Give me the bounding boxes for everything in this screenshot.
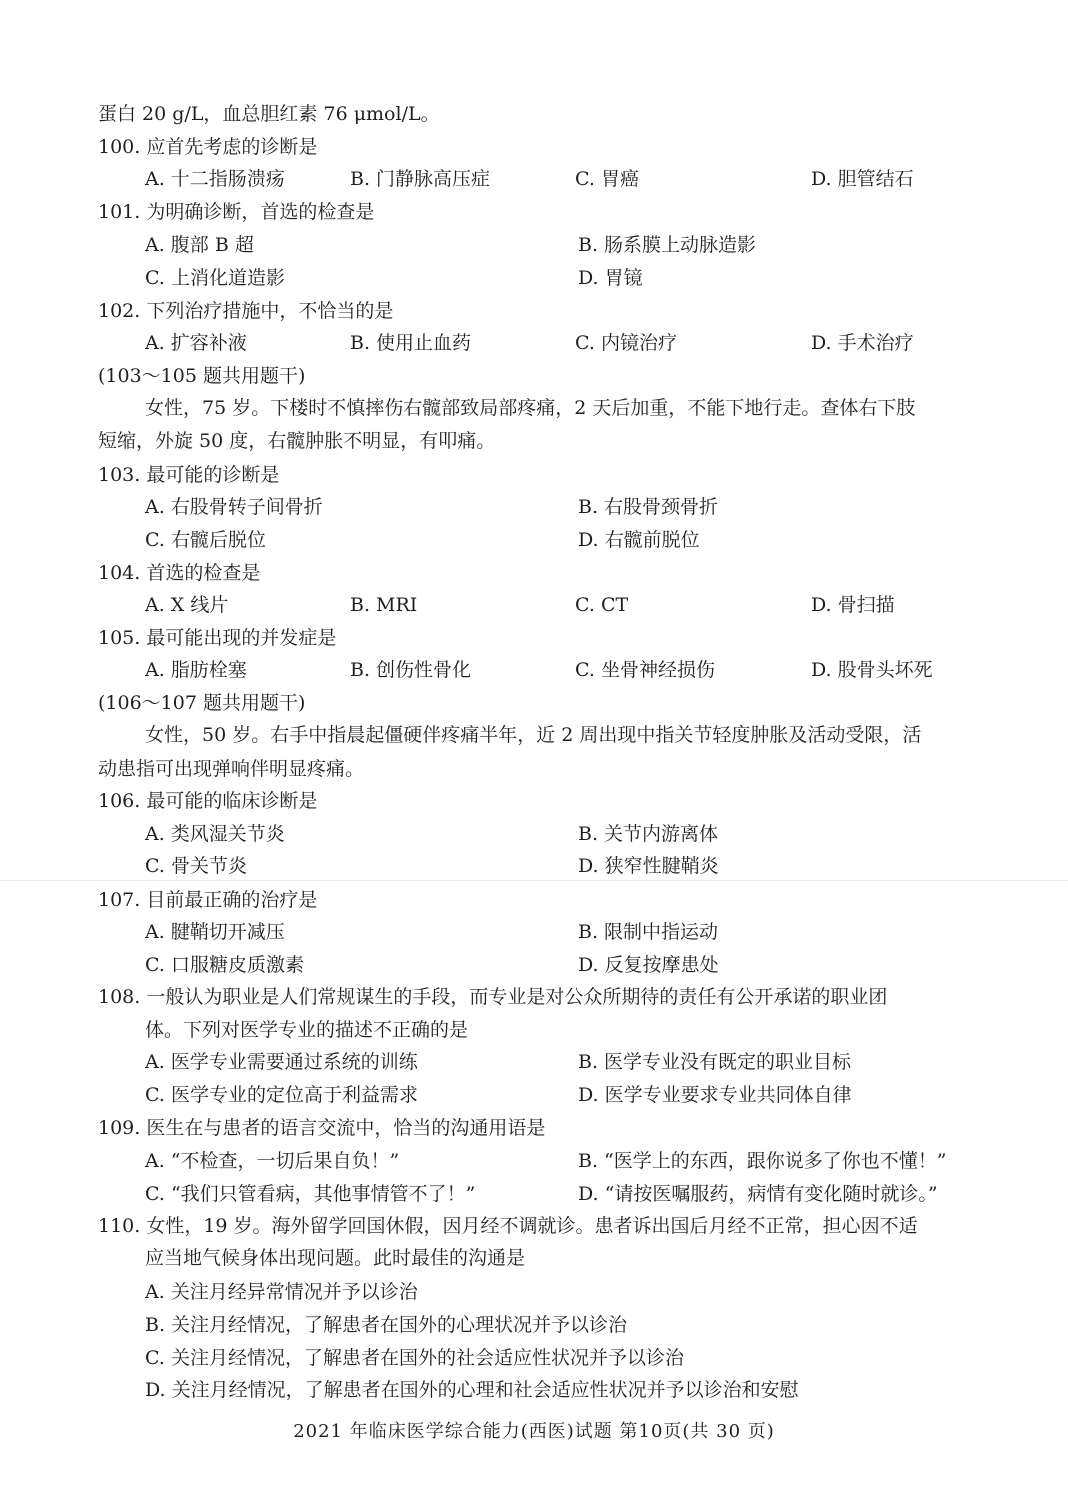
question-106-stem: 106. 最可能的临床诊断是 bbox=[98, 790, 318, 812]
question-103-options-row2 bbox=[98, 526, 1008, 556]
scan-artifact-line bbox=[0, 880, 1068, 881]
question-109-options-row1 bbox=[98, 1147, 1008, 1177]
question-108-options-row1 bbox=[98, 1048, 1008, 1078]
question-102-stem: 102. 下列治疗措施中，不恰当的是 bbox=[98, 300, 394, 322]
option-110-a-line bbox=[98, 1278, 1008, 1308]
option-109-c: C. “我们只管看病，其他事情管不了！” bbox=[145, 1183, 476, 1205]
question-103-stem: 103. 最可能的诊断是 bbox=[98, 464, 280, 486]
option-110-b-line bbox=[98, 1311, 1008, 1341]
option-110-d: D. 关注月经情况，了解患者在国外的心理和社会适应性状况并予以诊治和安慰 bbox=[145, 1379, 799, 1401]
option-102-b: B. 使用止血药 bbox=[350, 332, 472, 354]
option-104-d: D. 骨扫描 bbox=[811, 594, 895, 616]
question-109-stem: 109. 医生在与患者的语言交流中，恰当的沟通用语是 bbox=[98, 1117, 546, 1139]
option-102-d: D. 手术治疗 bbox=[811, 332, 914, 354]
option-107-a: A. 腱鞘切开减压 bbox=[145, 921, 285, 943]
option-109-b: B. “医学上的东西，跟你说多了你也不懂！” bbox=[578, 1150, 947, 1172]
question-110-stem-line2: 应当地气候身体出现问题。此时最佳的沟通是 bbox=[145, 1247, 526, 1269]
option-103-c: C. 右髋后脱位 bbox=[145, 529, 266, 551]
option-100-a: A. 十二指肠溃疡 bbox=[145, 168, 285, 190]
question-104-options bbox=[98, 591, 1008, 621]
group-103-105-case-line1: 女性，75 岁。下楼时不慎摔伤右髋部致局部疼痛，2 天后加重，不能下地行走。查体右下肢 bbox=[145, 397, 916, 419]
option-102-a: A. 扩容补液 bbox=[145, 332, 247, 354]
group-103-105-header: (103～105 题共用题干) bbox=[98, 365, 306, 387]
option-103-a: A. 右股骨转子间骨折 bbox=[145, 496, 323, 518]
question-106-options-row1 bbox=[98, 820, 1008, 850]
option-110-c-line bbox=[98, 1344, 1008, 1374]
option-110-b: B. 关注月经情况，了解患者在国外的心理状况并予以诊治 bbox=[145, 1314, 628, 1336]
question-100-options bbox=[98, 165, 1008, 195]
option-105-a: A. 脂肪栓塞 bbox=[145, 659, 247, 681]
question-102-options bbox=[98, 329, 1008, 359]
option-104-a: A. X 线片 bbox=[145, 594, 229, 616]
question-100-stem: 100. 应首先考虑的诊断是 bbox=[98, 136, 318, 158]
option-100-c: C. 胃癌 bbox=[575, 168, 639, 190]
option-106-c: C. 骨关节炎 bbox=[145, 855, 247, 877]
option-108-a: A. 医学专业需要通过系统的训练 bbox=[145, 1051, 418, 1073]
question-108-options-row2 bbox=[98, 1081, 1008, 1111]
group-106-107-case-line1: 女性，50 岁。右手中指晨起僵硬伴疼痛半年，近 2 周出现中指关节轻度肿胀及活动受限，活 bbox=[145, 724, 922, 746]
option-107-b: B. 限制中指运动 bbox=[578, 921, 719, 943]
question-108-stem-line2: 体。下列对医学专业的描述不正确的是 bbox=[145, 1019, 469, 1041]
option-103-d: D. 右髋前脱位 bbox=[578, 529, 700, 551]
question-101-options-row2 bbox=[98, 264, 1008, 294]
group-103-105-case-line2: 短缩，外旋 50 度，右髋肿胀不明显，有叩痛。 bbox=[98, 430, 496, 452]
group-106-107-header: (106～107 题共用题干) bbox=[98, 692, 306, 714]
option-100-b: B. 门静脉高压症 bbox=[350, 168, 491, 190]
question-106-options-row2 bbox=[98, 852, 1008, 882]
option-108-d: D. 医学专业要求专业共同体自律 bbox=[578, 1084, 852, 1106]
question-104-stem: 104. 首选的检查是 bbox=[98, 562, 261, 584]
question-101-stem: 101. 为明确诊断，首选的检查是 bbox=[98, 201, 375, 223]
option-110-d-line bbox=[98, 1376, 1008, 1406]
option-106-b: B. 关节内游离体 bbox=[578, 823, 719, 845]
page-footer: 2021 年临床医学综合能力(西医)试题 第10页(共 30 页) bbox=[293, 1421, 775, 1442]
option-101-c: C. 上消化道造影 bbox=[145, 267, 285, 289]
question-105-stem: 105. 最可能出现的并发症是 bbox=[98, 627, 337, 649]
option-108-c: C. 医学专业的定位高于利益需求 bbox=[145, 1084, 418, 1106]
option-106-a: A. 类风湿关节炎 bbox=[145, 823, 285, 845]
question-105-options bbox=[98, 656, 1008, 686]
question-107-stem: 107. 目前最正确的治疗是 bbox=[98, 889, 318, 911]
option-107-c: C. 口服糖皮质激素 bbox=[145, 954, 304, 976]
question-107-options-row1 bbox=[98, 918, 1008, 948]
group-106-107-case-line2: 动患指可出现弹响伴明显疼痛。 bbox=[98, 758, 365, 780]
option-105-c: C. 坐骨神经损伤 bbox=[575, 659, 715, 681]
option-109-d: D. “请按医嘱服药，病情有变化随时就诊。” bbox=[578, 1183, 938, 1205]
option-100-d: D. 胆管结石 bbox=[811, 168, 914, 190]
option-101-d: D. 胃镜 bbox=[578, 267, 643, 289]
question-110-stem-line1: 110. 女性，19 岁。海外留学回国休假，因月经不调就诊。患者诉出国后月经不正常，担心因不适 bbox=[98, 1215, 918, 1237]
option-101-a: A. 腹部 B 超 bbox=[145, 234, 254, 256]
option-105-b: B. 创伤性骨化 bbox=[350, 659, 472, 681]
question-103-options-row1 bbox=[98, 493, 1008, 523]
option-107-d: D. 反复按摩患处 bbox=[578, 954, 719, 976]
question-109-options-row2 bbox=[98, 1180, 1008, 1210]
question-101-options-row1 bbox=[98, 231, 1008, 261]
option-105-d: D. 股骨头坏死 bbox=[811, 659, 933, 681]
option-110-a: A. 关注月经异常情况并予以诊治 bbox=[145, 1281, 418, 1303]
option-104-c: C. CT bbox=[575, 594, 629, 616]
option-101-b: B. 肠系膜上动脉造影 bbox=[578, 234, 757, 256]
option-109-a: A. “不检查，一切后果自负！” bbox=[145, 1150, 400, 1172]
question-108-stem-line1: 108. 一般认为职业是人们常规谋生的手段，而专业是对公众所期待的责任有公开承诺的职业团 bbox=[98, 986, 888, 1008]
option-106-d: D. 狭窄性腱鞘炎 bbox=[578, 855, 719, 877]
option-110-c: C. 关注月经情况，了解患者在国外的社会适应性状况并予以诊治 bbox=[145, 1347, 684, 1369]
case-text-continuation: 蛋白 20 g/L，血总胆红素 76 μmol/L。 bbox=[98, 103, 440, 125]
option-108-b: B. 医学专业没有既定的职业目标 bbox=[578, 1051, 852, 1073]
question-107-options-row2 bbox=[98, 951, 1008, 981]
option-102-c: C. 内镜治疗 bbox=[575, 332, 677, 354]
option-104-b: B. MRI bbox=[350, 594, 418, 616]
option-103-b: B. 右股骨颈骨折 bbox=[578, 496, 719, 518]
